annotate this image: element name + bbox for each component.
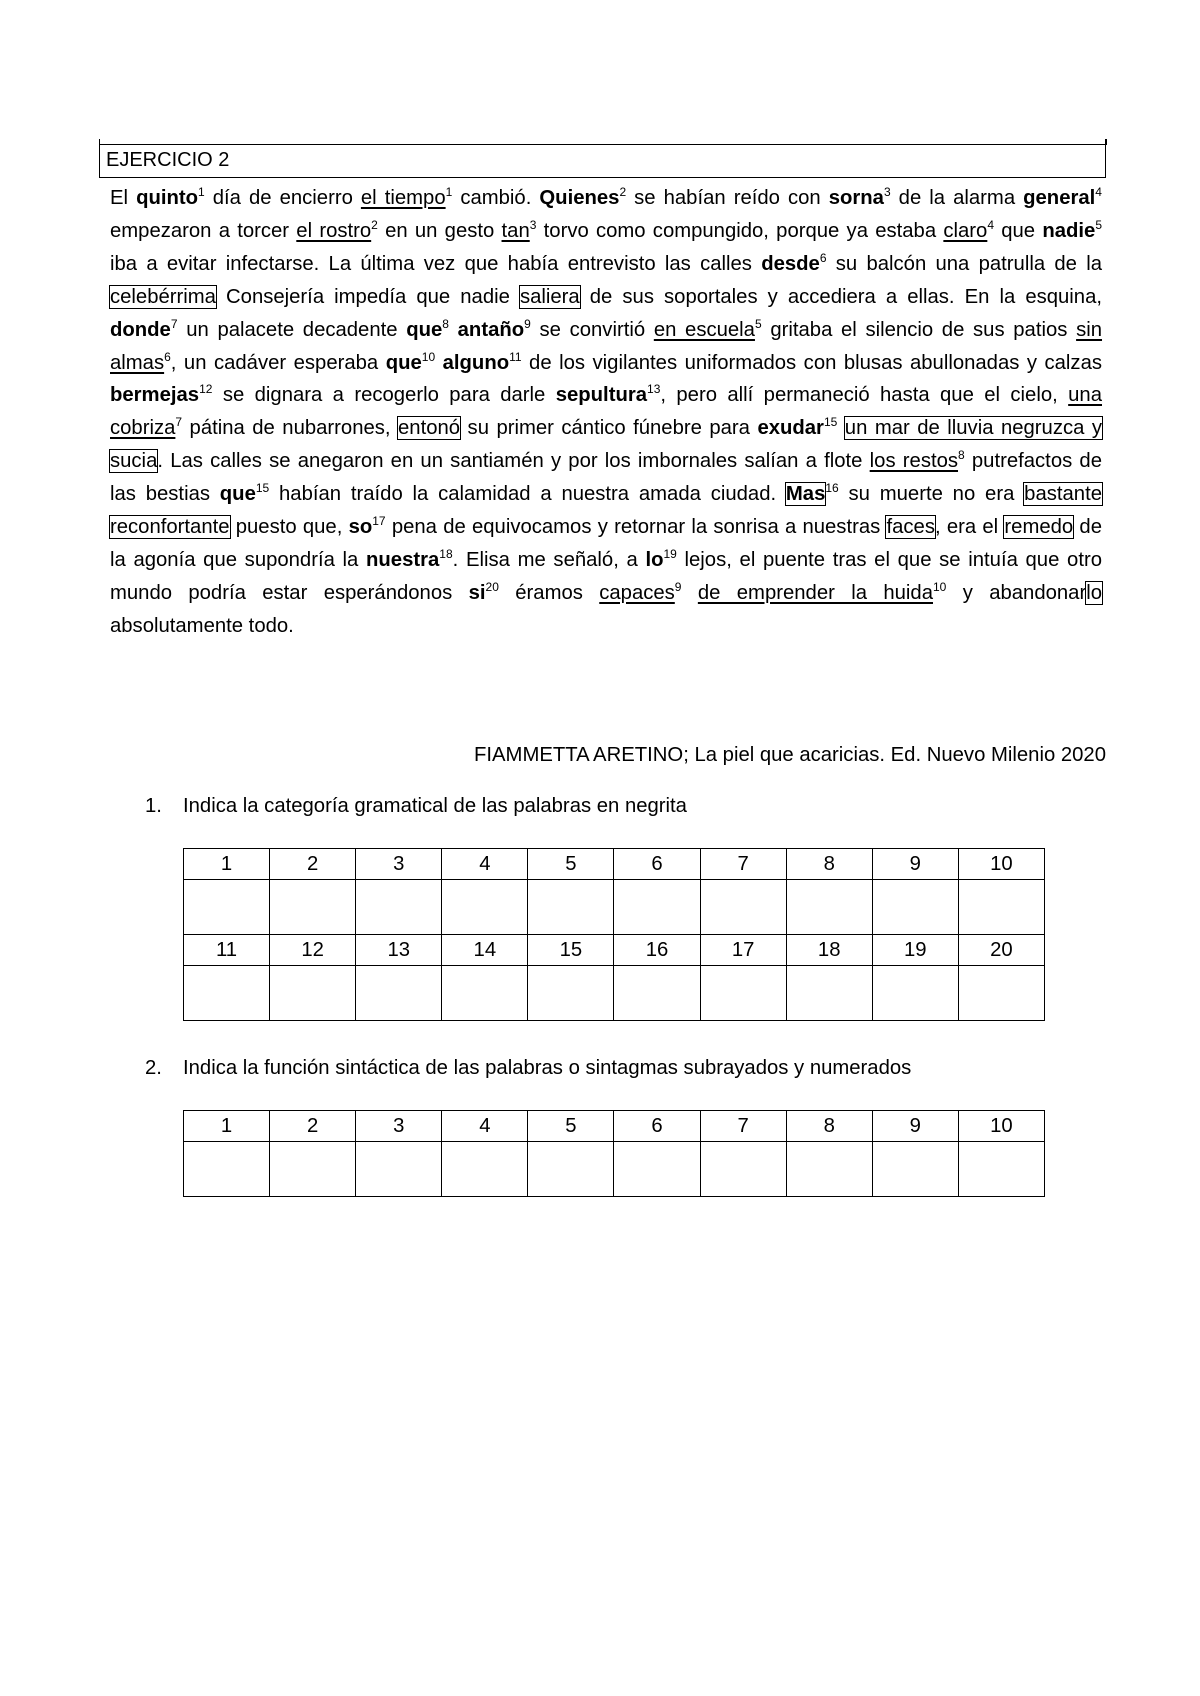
footnote-number: 18 bbox=[439, 546, 453, 561]
passage-run: empezaron a torcer bbox=[110, 219, 297, 242]
table-cell-answer bbox=[958, 966, 1044, 1021]
footnote-number: 9 bbox=[524, 316, 531, 331]
footnote-number: 19 bbox=[663, 546, 677, 561]
underlined-phrase: el tiempo bbox=[360, 187, 446, 209]
underlined-phrase: sin almas bbox=[110, 318, 1103, 374]
passage-run: , pero allí permaneció hasta que el cielo, bbox=[660, 384, 1069, 407]
table-cell-number: 8 bbox=[786, 1111, 872, 1142]
underlined-phrase: una cobriza bbox=[110, 384, 1102, 440]
table-cell-number: 17 bbox=[700, 935, 786, 966]
passage-run: día de encierro bbox=[204, 187, 361, 209]
bold-word: lo bbox=[645, 548, 664, 571]
bold-word: donde bbox=[110, 318, 171, 341]
passage-run: pátina de nubarrones, bbox=[182, 417, 399, 440]
table-cell-answer bbox=[786, 966, 872, 1021]
table-cell-answer bbox=[270, 880, 356, 935]
bold-word: bermejas bbox=[110, 384, 200, 407]
table-cell-answer bbox=[786, 880, 872, 935]
question-text: Indica la categoría gramatical de las palabras en negrita bbox=[183, 795, 687, 817]
passage-run: puesto que, bbox=[229, 516, 349, 539]
underlined-phrase: de emprender la huida bbox=[697, 581, 933, 604]
table-cell-number: 18 bbox=[786, 935, 872, 966]
bold-word: que bbox=[406, 318, 443, 341]
bold-word: nadie bbox=[1042, 219, 1096, 242]
table-cell-answer bbox=[442, 966, 528, 1021]
table-cell-answer bbox=[356, 966, 442, 1021]
table-cell-answer bbox=[184, 1142, 270, 1197]
table-cell-answer bbox=[356, 880, 442, 935]
bold-word: que bbox=[219, 483, 256, 506]
footnote-number: 8 bbox=[958, 448, 965, 463]
table-cell-answer bbox=[184, 880, 270, 935]
table-cell-answer bbox=[700, 966, 786, 1021]
table-cell-number: 7 bbox=[700, 1111, 786, 1142]
footnote-number: 9 bbox=[674, 579, 682, 594]
underlined-phrase: los restos bbox=[869, 450, 959, 473]
footnote-number: 1 bbox=[198, 185, 205, 199]
table-cell-number: 2 bbox=[270, 1111, 356, 1142]
table-cell-answer bbox=[528, 966, 614, 1021]
passage-run: absolutamente todo. bbox=[110, 614, 294, 637]
table-cell-number: 19 bbox=[872, 935, 958, 966]
passage-run: se habían reído con bbox=[626, 187, 829, 209]
passage-run: su muerte no era bbox=[838, 483, 1025, 506]
boxed-word: un mar de lluvia negruzca y sucia bbox=[110, 417, 1102, 473]
table-cell-number: 20 bbox=[958, 935, 1044, 966]
table-cell-number: 4 bbox=[442, 849, 528, 880]
boxed-word: remedo bbox=[1004, 516, 1074, 539]
footnote-number: 13 bbox=[647, 382, 661, 397]
passage-run: , un cadáver esperaba bbox=[170, 351, 386, 374]
bold-word: sepultura bbox=[555, 384, 648, 407]
question-number: 2. bbox=[145, 1057, 162, 1079]
table-cell-number: 15 bbox=[528, 935, 614, 966]
passage-run: torvo como compungido, porque ya estaba bbox=[536, 219, 944, 242]
passage-text bbox=[110, 182, 1102, 643]
table-cell-answer bbox=[872, 1142, 958, 1197]
table-cell-number: 3 bbox=[356, 1111, 442, 1142]
table-cell-number: 2 bbox=[270, 849, 356, 880]
table-cell-number: 6 bbox=[614, 849, 700, 880]
table-cell-number: 12 bbox=[270, 935, 356, 966]
bold-word: Quienes bbox=[539, 187, 620, 209]
footnote-number: 4 bbox=[1095, 185, 1102, 199]
footnote-number: 11 bbox=[509, 349, 522, 364]
footnote-number: 17 bbox=[372, 514, 386, 529]
table-cell-number: 5 bbox=[528, 849, 614, 880]
boxed-word: saliera bbox=[519, 285, 580, 308]
exercise-title: EJERCICIO 2 bbox=[99, 144, 1106, 178]
passage-run bbox=[837, 417, 844, 439]
table-cell-answer bbox=[786, 1142, 872, 1197]
passage-run: se dignara a recogerlo para darle bbox=[212, 384, 556, 407]
passage-run: un palacete decadente bbox=[177, 318, 407, 341]
passage-run bbox=[681, 582, 697, 604]
passage-run: de los vigilantes uniformados con blusas abullonadas y calzas bbox=[521, 351, 1102, 374]
passage-run: putrefactos de las bestias bbox=[110, 450, 1102, 506]
table-cell-answer bbox=[270, 1142, 356, 1197]
table-cell-number: 11 bbox=[184, 935, 270, 966]
table-cell-answer bbox=[356, 1142, 442, 1197]
passage-run: habían traído la calamidad a nuestra amada ciudad. bbox=[269, 483, 786, 506]
table-cell-answer bbox=[700, 1142, 786, 1197]
passage-run: éramos bbox=[498, 581, 600, 604]
table-header-row bbox=[184, 1111, 1045, 1142]
table-cell-answer bbox=[872, 966, 958, 1021]
table-cell-number: 10 bbox=[958, 849, 1044, 880]
answer-table-2 bbox=[183, 1110, 1045, 1197]
underlined-phrase: tan bbox=[501, 219, 530, 242]
table-cell-answer bbox=[528, 1142, 614, 1197]
table-header-row bbox=[184, 849, 1045, 880]
question-text: Indica la función sintáctica de las palabras o sintagmas subrayados y numerados bbox=[183, 1057, 912, 1079]
footnote-number: 6 bbox=[164, 349, 171, 364]
footnote-number: 20 bbox=[485, 579, 499, 594]
table-cell-number: 9 bbox=[872, 849, 958, 880]
table-cell-number: 1 bbox=[184, 849, 270, 880]
table-answer-row bbox=[184, 1142, 1045, 1197]
passage-run: su balcón una patrulla de la bbox=[826, 252, 1102, 275]
underlined-phrase: el rostro bbox=[296, 219, 372, 242]
footnote-number: 8 bbox=[442, 316, 449, 331]
passage-run: Consejería impedía que nadie bbox=[215, 285, 520, 308]
table-cell-number: 8 bbox=[786, 849, 872, 880]
table-cell-number: 13 bbox=[356, 935, 442, 966]
table-cell-number: 1 bbox=[184, 1111, 270, 1142]
footnote-number: 2 bbox=[371, 217, 378, 232]
table-cell-number: 5 bbox=[528, 1111, 614, 1142]
table-cell-number: 14 bbox=[442, 935, 528, 966]
table-cell-number: 10 bbox=[958, 1111, 1044, 1142]
footnote-number: 1 bbox=[445, 185, 453, 199]
footnote-number: 3 bbox=[883, 185, 891, 199]
footnote-number: 7 bbox=[170, 316, 178, 331]
footnote-number: 5 bbox=[754, 316, 762, 331]
passage-run: lejos, el puente tras el que se intuía que otro mundo podría estar esperándonos bbox=[110, 548, 1102, 604]
boxed-word: entonó bbox=[398, 417, 461, 440]
underlined-phrase: claro bbox=[943, 219, 988, 242]
bold-word: si bbox=[468, 581, 486, 604]
table-cell-answer bbox=[958, 880, 1044, 935]
footnote-number: 12 bbox=[199, 382, 213, 397]
table-cell-answer bbox=[614, 880, 700, 935]
bold-word: general bbox=[1023, 187, 1096, 209]
footnote-number: 10 bbox=[421, 349, 436, 364]
boxed-word: lo bbox=[1086, 581, 1103, 604]
table-answer-row bbox=[184, 966, 1045, 1021]
question-number: 1. bbox=[145, 795, 162, 817]
passage-run: pena de equivocamos y retornar la sonrisa a nuestras bbox=[385, 516, 887, 539]
table-cell-answer bbox=[528, 880, 614, 935]
table-cell-number: 16 bbox=[614, 935, 700, 966]
footnote-number: 3 bbox=[529, 217, 537, 232]
table-cell-answer bbox=[614, 966, 700, 1021]
bold-word: nuestra bbox=[366, 548, 440, 571]
footnote-number: 16 bbox=[825, 481, 839, 496]
bold-word: quinto bbox=[136, 187, 199, 209]
bold-word: desde bbox=[761, 252, 820, 275]
passage-run: de la alarma bbox=[890, 187, 1024, 209]
table-cell-answer bbox=[614, 1142, 700, 1197]
passage-run: en un gesto bbox=[377, 219, 502, 242]
table-cell-number: 4 bbox=[442, 1111, 528, 1142]
table-cell-answer bbox=[872, 880, 958, 935]
footnote-number: 15 bbox=[255, 481, 270, 496]
footnote-number: 7 bbox=[175, 415, 183, 430]
passage-run: su primer cántico fúnebre para bbox=[460, 417, 758, 440]
passage-run: El bbox=[110, 187, 137, 209]
source-citation: FIAMMETTA ARETINO; La piel que acaricias. Ed. Nuevo Milenio 2020 bbox=[474, 744, 1106, 766]
table-cell-answer bbox=[270, 966, 356, 1021]
footnote-number: 6 bbox=[819, 250, 827, 265]
bold-word: que bbox=[385, 351, 422, 374]
boxed-word: celebérrima bbox=[110, 285, 216, 308]
bold-word: sorna bbox=[828, 187, 884, 209]
underlined-phrase: capaces bbox=[599, 581, 675, 604]
table-header-row bbox=[184, 935, 1045, 966]
boxed-word: bastante reconfortante bbox=[110, 483, 1102, 539]
footnote-number: 2 bbox=[619, 185, 627, 199]
bold-word: exudar bbox=[757, 417, 824, 440]
table-cell-number: 6 bbox=[614, 1111, 700, 1142]
passage-run: cambió. bbox=[452, 187, 540, 209]
table-cell-answer bbox=[700, 880, 786, 935]
passage-run: de la agonía que supondría la bbox=[110, 516, 1102, 571]
passage-run: , era el bbox=[934, 516, 1005, 539]
table-cell-number: 9 bbox=[872, 1111, 958, 1142]
boxed-word: faces bbox=[886, 516, 935, 539]
passage-run: iba a evitar infectarse. La última vez que había entrevisto las calles bbox=[110, 252, 762, 275]
bold-word: so bbox=[348, 516, 373, 539]
table-answer-row bbox=[184, 880, 1045, 935]
table-cell-answer bbox=[184, 966, 270, 1021]
passage-run: que bbox=[994, 219, 1043, 242]
passage-run: y abandonar bbox=[946, 581, 1087, 604]
underlined-phrase: en escuela bbox=[653, 318, 755, 341]
table-cell-number: 7 bbox=[700, 849, 786, 880]
passage-run: . Las calles se anegaron en un santiamén y por los imbornales salían a flote bbox=[157, 450, 870, 473]
footnote-number: 5 bbox=[1095, 217, 1102, 232]
table-cell-answer bbox=[442, 1142, 528, 1197]
passage-run: de sus soportales y accediera a ellas. En la esquina, bbox=[579, 285, 1103, 308]
bold-word: antaño bbox=[457, 318, 525, 341]
passage-run: . Elisa me señaló, a bbox=[452, 548, 646, 571]
table-cell-number: 3 bbox=[356, 849, 442, 880]
footnote-number: 4 bbox=[987, 217, 995, 232]
answer-table-1 bbox=[183, 848, 1045, 1021]
passage-run: se convirtió bbox=[530, 318, 654, 341]
boxed-word: Mas bbox=[785, 483, 826, 506]
table-cell-answer bbox=[442, 880, 528, 935]
passage-run bbox=[449, 319, 458, 341]
bold-word: alguno bbox=[442, 351, 510, 374]
passage-run: gritaba el silencio de sus patios bbox=[761, 318, 1077, 341]
table-cell-answer bbox=[958, 1142, 1044, 1197]
footnote-number: 15 bbox=[823, 415, 838, 430]
footnote-number: 10 bbox=[933, 579, 947, 594]
passage-run bbox=[435, 352, 443, 374]
